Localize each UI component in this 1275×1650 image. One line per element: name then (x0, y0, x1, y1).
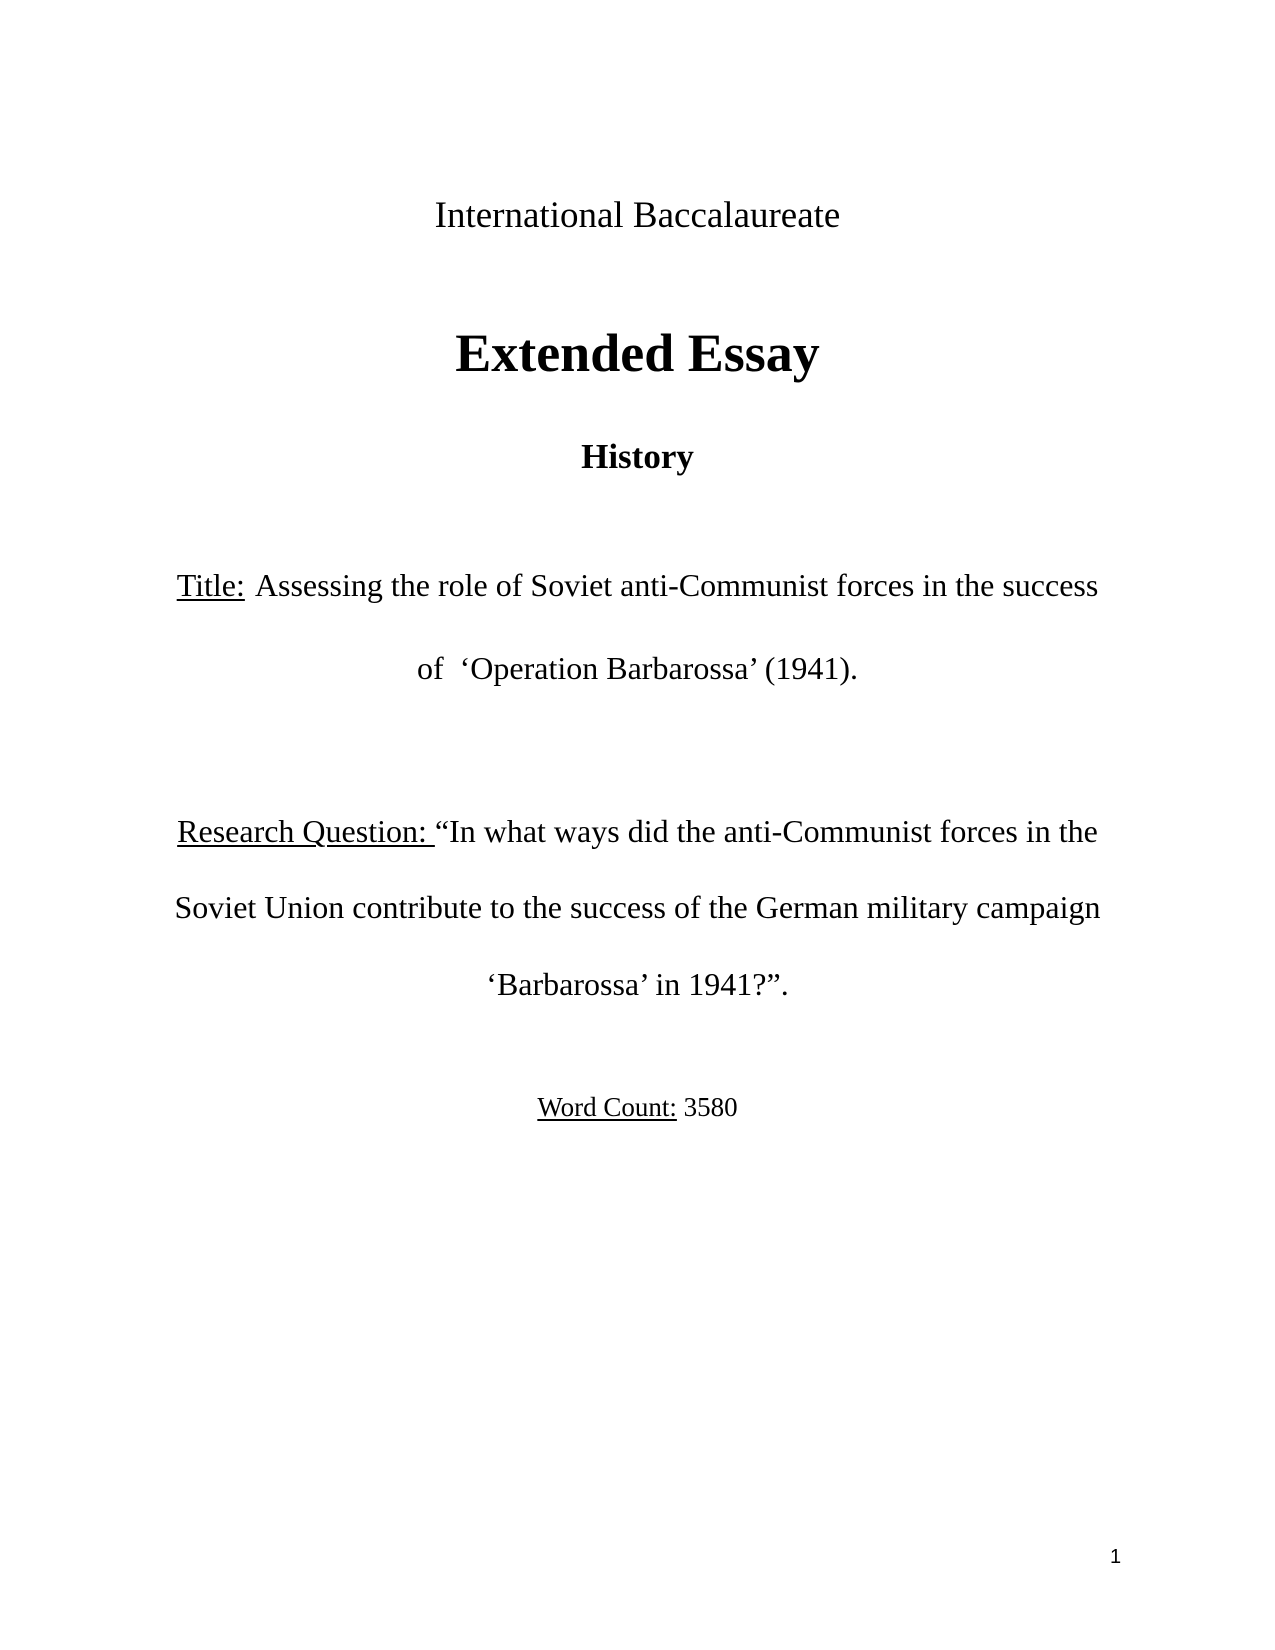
research-question-line-1 (0, 815, 1275, 847)
research-question-label: Research Question: (177, 813, 435, 849)
title-label: Title: (176, 567, 245, 603)
subject-heading: History (581, 437, 694, 476)
word-count (0, 1094, 1275, 1121)
title-text-line-1: Assessing the role of Soviet anti-Communist forces in the success (254, 567, 1099, 603)
title-text-line-2: of ‘Operation Barbarossa’ (1941). (416, 650, 859, 686)
essay-title-line-2 (0, 652, 1275, 684)
research-question-line-2 (0, 891, 1275, 923)
essay-title-line-1 (0, 569, 1275, 601)
research-question-line-3 (0, 968, 1275, 1000)
research-question-text-line-3: ‘Barbarossa’ in 1941?”. (486, 966, 789, 1002)
page-number: 1 (1110, 1546, 1122, 1568)
word-count-value: 3580 (683, 1092, 738, 1122)
word-count-label: Word Count: (537, 1092, 677, 1122)
research-question-text-line-1: “In what ways did the anti-Communist forces in the (434, 813, 1098, 849)
document-type-title: Extended Essay (455, 323, 820, 383)
institution-heading: International Baccalaureate (434, 195, 841, 236)
research-question-text-line-2: Soviet Union contribute to the success of the German military campaign (174, 889, 1101, 925)
